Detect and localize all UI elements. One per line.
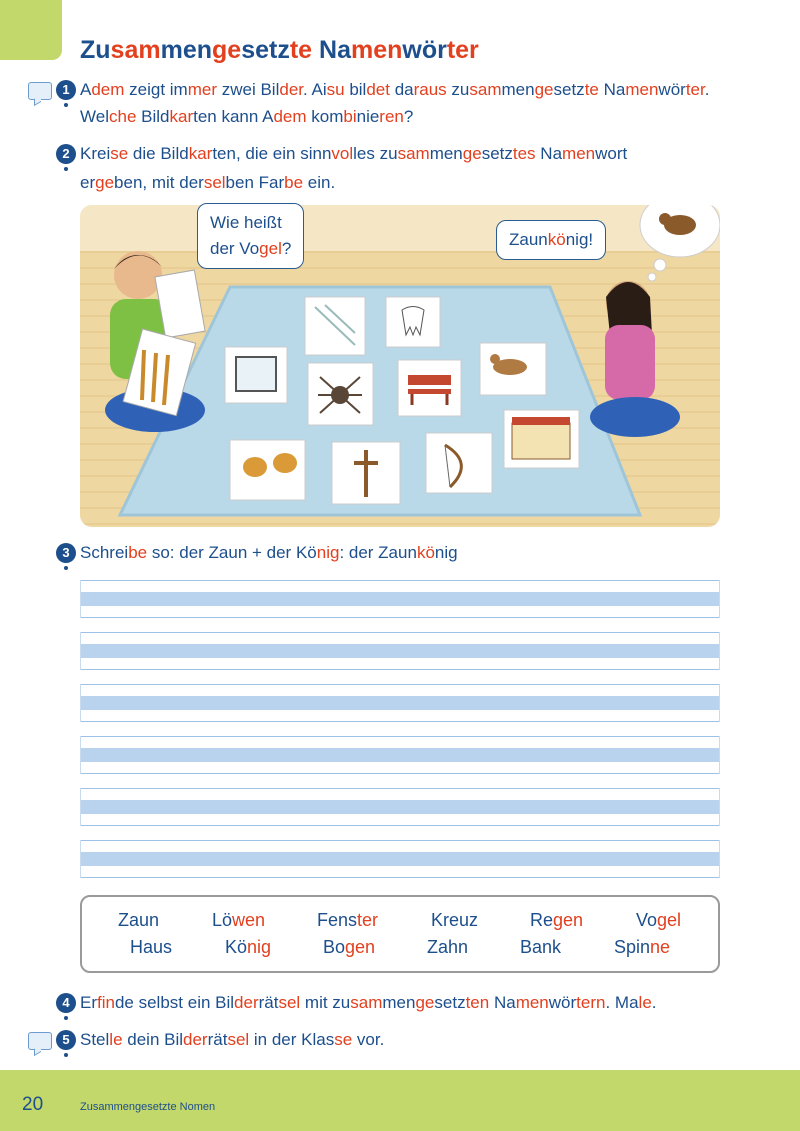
writing-line-4[interactable] xyxy=(80,736,720,774)
word-spinne: Spinne xyxy=(614,937,671,957)
writing-line-1[interactable] xyxy=(80,580,720,618)
word-loewen: Löwen xyxy=(212,910,266,930)
task-2-line-1: Kreise die Bildkarten, die ein sinnvolles zusammengesetztes Namenwort xyxy=(80,144,628,163)
page-number: 20 xyxy=(22,1094,44,1115)
writing-line-5[interactable] xyxy=(80,788,720,826)
task-5-line-1: Stelle dein Bilderrätsel in der Klasse vor. xyxy=(80,1030,385,1049)
card-lions xyxy=(230,440,305,500)
writing-line-2[interactable] xyxy=(80,632,720,670)
card-spider xyxy=(308,363,373,425)
task-3-line-1: Schreibe so: der Zaun + der König: der Zaunkönig xyxy=(80,543,458,562)
speech-bubble-icon xyxy=(28,1032,52,1050)
task-number-3: 3 xyxy=(56,543,76,563)
writing-line-3[interactable] xyxy=(80,684,720,722)
word-fenster: Fenster xyxy=(317,910,379,930)
card-rain xyxy=(305,297,365,355)
speech-bubble-icon xyxy=(28,82,52,100)
task-number-1: 1 xyxy=(56,80,76,100)
task-number-4: 4 xyxy=(56,993,76,1013)
card-bird xyxy=(480,343,546,395)
speech-bubble-boy: Wie heißt der Vogel? xyxy=(197,203,304,269)
footer-chapter-title: Zusammengesetzte Nomen xyxy=(80,1101,216,1113)
word-vogel: Vogel xyxy=(636,910,682,930)
corner-tab xyxy=(0,0,62,60)
word-koenig: König xyxy=(225,937,272,957)
word-bank: Bank xyxy=(520,937,562,957)
card-cross xyxy=(332,442,400,504)
card-tooth xyxy=(386,297,440,347)
word-kreuz: Kreuz xyxy=(431,910,479,930)
word-bogen: Bogen xyxy=(323,937,376,957)
task-number-5: 5 xyxy=(56,1030,76,1050)
word-zaun: Zaun xyxy=(118,910,160,930)
task-number-2: 2 xyxy=(56,144,76,164)
card-window xyxy=(225,347,287,403)
card-bow xyxy=(426,433,492,493)
word-haus: Haus xyxy=(130,937,173,957)
illustration-children-with-picture-cards xyxy=(80,205,720,527)
speech-bubble-girl: Zaunkönig! xyxy=(496,220,606,260)
boy xyxy=(105,251,205,432)
task-1-line-1: Adem zeigt immer zwei Bilder. Aisu bildet daraus zusammengesetzte Namenwörter. xyxy=(80,80,710,99)
task-4-line-1: Erfinde selbst ein Bilderrätsel mit zusammengesetzten Namenwörtern. Male. xyxy=(80,993,657,1012)
word-regen: Regen xyxy=(530,910,584,930)
word-zahn: Zahn xyxy=(427,937,469,957)
page-title: Zusammengesetzte Namenwörter xyxy=(80,36,479,64)
task-2-line-2: ergeben, mit derselben Farbe ein. xyxy=(80,173,336,192)
writing-line-6[interactable] xyxy=(80,840,720,878)
card-house xyxy=(504,410,579,468)
word-box xyxy=(80,895,720,973)
task-1-line-2: Welche Bildkarten kann Adem kombinieren? xyxy=(80,107,414,126)
card-bench xyxy=(398,360,461,416)
